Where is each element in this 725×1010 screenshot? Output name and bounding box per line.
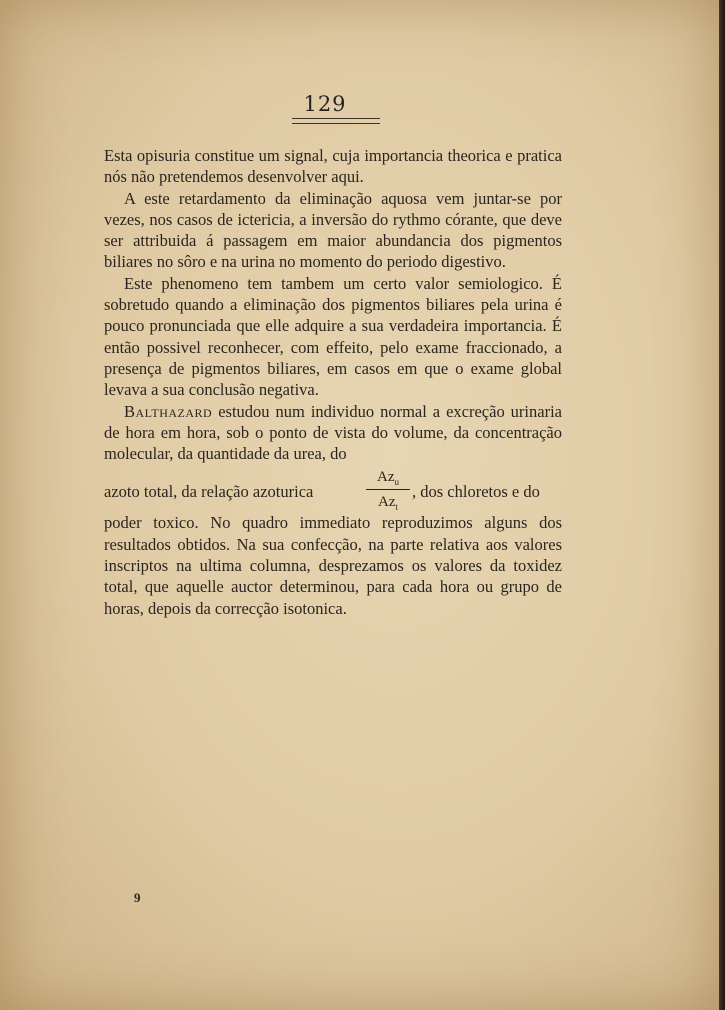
signature-mark: 9 bbox=[134, 890, 141, 905]
paragraph-4-text-a: estudou num individuo normal a excreção urinaria de hora em hora, sob o ponto de vista do volume, da concentração molecular, da quantidade da urea, do bbox=[104, 401, 562, 464]
formula-prefix: azoto total, da relação azoturica bbox=[104, 482, 314, 502]
fraction-numerator: $Az_u$ bbox=[377, 469, 399, 488]
header-rule bbox=[292, 123, 380, 124]
paragraph-1: Esta opisuria constitue um signal, cuja importancia theorica e pratica nós não pretendemos desenvolver aqui. bbox=[104, 146, 562, 187]
paragraph-4-continued: poder toxico. No quadro immediato reproduzimos alguns dos resultados obtidos. Na sua confecção, na parte relativa aos valores inscriptos na ultima columna, desprezamos os valores da toxidez total, que aquelle auctor determinou, para cada hora ou grupo de horas, depois da correcção isotonica. bbox=[104, 513, 562, 618]
fraction-bar bbox=[366, 489, 410, 490]
author-name: Balthazard bbox=[124, 401, 213, 421]
formula-line bbox=[104, 467, 562, 512]
formula-suffix: , dos chloretos e do bbox=[412, 482, 540, 502]
paragraph-2: A este retardamento da eliminação aquosa vem juntar-se por vezes, nos casos de ictericia, a inversão do rythmo córante, que deve ser attribuida á passagem em maior abundancia dos pigmentos biliares no sôro e na urina no momento do periodo digestivo. bbox=[104, 188, 562, 272]
header-rule bbox=[292, 118, 380, 119]
body-text bbox=[104, 145, 562, 619]
paragraph-3: Este phenomeno tem tambem um certo valor semiologico. É sobretudo quando a eliminação dos pigmentos biliares pela urina é pouco pronunciada que elle adquire a sua verdadeira importancia. É então possivel reconhecer, com effeito, pelo exame fraccionado, a presença de pigmentos biliares, em casos em que o exame global levava a sua conclusão negativa. bbox=[104, 273, 562, 400]
paragraph-4 bbox=[104, 401, 562, 465]
azoturic-ratio-fraction bbox=[366, 467, 410, 512]
page-number: 129 bbox=[303, 92, 347, 116]
book-spine-edge bbox=[719, 0, 725, 1010]
fraction-denominator: $Az_t$ bbox=[377, 494, 398, 513]
